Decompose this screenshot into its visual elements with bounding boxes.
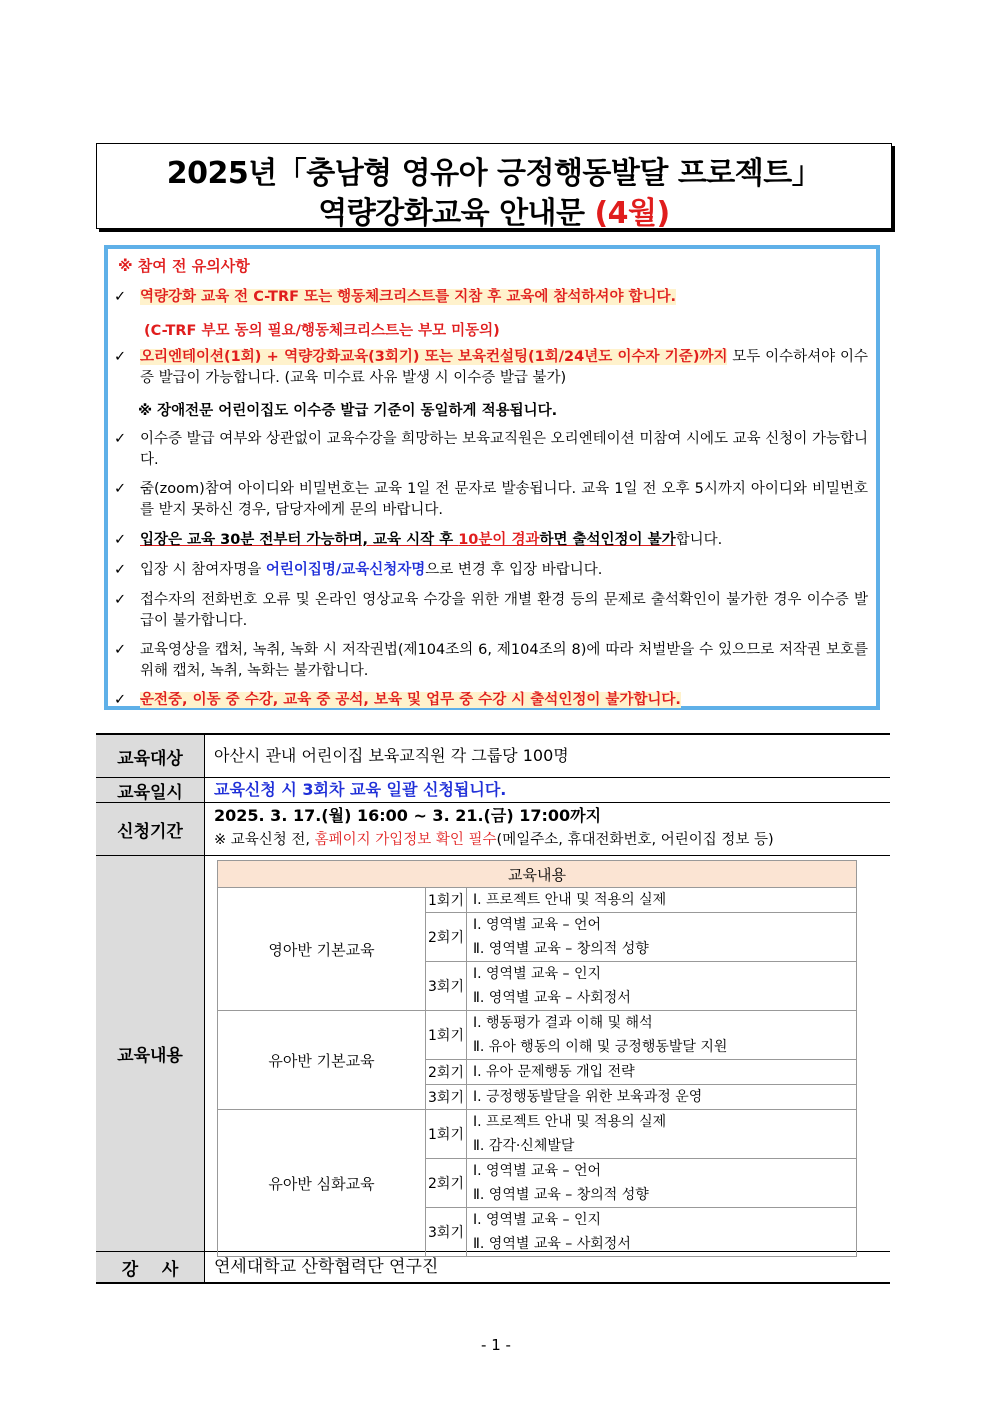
session-content (467, 1060, 857, 1085)
curriculum-row (218, 1110, 857, 1159)
document-title: 2025년「충남형 영유아 긍정행동발달 프로젝트」 (166, 156, 822, 191)
notice-box (104, 245, 880, 710)
check-icon: ✓ (114, 692, 127, 708)
curriculum-group: 유아반 심화교육 (218, 1110, 426, 1257)
title-box (96, 143, 892, 229)
check-icon: ✓ (114, 532, 127, 548)
month-badge: (4월) (594, 196, 670, 231)
session-content (467, 913, 857, 962)
curriculum-header: 교육내용 (218, 861, 857, 888)
session-topic: Ⅱ. 영역별 교육 – 사회정서 (473, 990, 631, 1006)
notice-item: ✓ 입장 시 참여자명을 어린이집명/교육신청자명으로 변경 후 입장 바랍니다. (114, 560, 868, 581)
notice-heading: ※ 참여 전 유의사항 (118, 257, 250, 275)
check-icon: ✓ (114, 562, 127, 578)
row-apply (96, 803, 890, 856)
notice-item: ✓ 접수자의 전화번호 오류 및 온라인 영상교육 수강을 위한 개별 환경 등의 문제로 출석확인이 불가한 경우 이수증 발급이 불가합니다. (114, 592, 868, 629)
session-number: 1회기 (426, 1110, 467, 1159)
session-topic: Ⅱ. 유아 행동의 이해 및 긍정행동발달 지원 (473, 1039, 728, 1055)
session-content (467, 1208, 857, 1257)
row-lecturer (96, 1252, 890, 1282)
check-icon: ✓ (114, 481, 127, 497)
curriculum-group: 유아반 기본교육 (218, 1011, 426, 1110)
session-number: 3회기 (426, 962, 467, 1011)
session-topic: Ⅰ. 프로젝트 안내 및 적용의 실제 (473, 1114, 667, 1130)
session-content (467, 888, 857, 913)
document-subtitle: 역량강화교육 안내문 (4월) (318, 196, 670, 231)
session-topic: Ⅰ. 영역별 교육 – 언어 (473, 1163, 602, 1179)
session-number: 1회기 (426, 888, 467, 913)
label-apply: 신청기간 (96, 803, 205, 855)
curriculum-table (217, 860, 857, 1257)
curriculum-row (218, 888, 857, 913)
value-target: 아산시 관내 어린이집 보육교직원 각 그룹당 100명 (214, 746, 569, 765)
notice-item: ✓ 이수증 발급 여부와 상관없이 교육수강을 희망하는 보육교직원은 오리엔테이션 미참여 시에도 교육 신청이 가능합니다. (114, 431, 868, 468)
value-lecturer: 연세대학교 산학협력단 연구진 (214, 1257, 439, 1277)
value-date: 교육신청 시 3회차 교육 일괄 신청됩니다. (214, 780, 507, 799)
label-target: 교육대상 (96, 735, 205, 777)
session-number: 2회기 (426, 1159, 467, 1208)
notice-item: ✓ 오리엔테이션(1회) + 역량강화교육(3회기) 또는 보육컨설팅(1회/24년도 이수자 기준)까지 모두 이수하셔야 이수증 발급이 가능합니다. (교육 미수료 사유 발생 시 이수증 발급 불가) (114, 349, 869, 386)
session-content (467, 1110, 857, 1159)
session-content (467, 1159, 857, 1208)
session-number: 2회기 (426, 913, 467, 962)
session-number: 2회기 (426, 1060, 467, 1085)
check-icon: ✓ (114, 592, 127, 608)
label-date: 교육일시 (96, 778, 205, 802)
session-topic: Ⅱ. 영역별 교육 – 창의적 성향 (473, 1187, 649, 1203)
curriculum-row (218, 1011, 857, 1060)
session-topic: Ⅰ. 긍정행동발달을 위한 보육과정 운영 (473, 1089, 703, 1105)
notice-item: ✓ 교육영상을 캡처, 녹취, 녹화 시 저작권법(제104조의 6, 제104조의 8)에 따라 처벌받을 수 있으므로 저작권 보호를 위해 캡처, 녹취, 녹화는 불가합니다. (114, 642, 868, 679)
value-apply-note: ※ 교육신청 전, 홈페이지 가입정보 확인 필수(메일주소, 휴대전화번호, 어린이집 정보 등) (214, 832, 774, 848)
session-topic: Ⅰ. 영역별 교육 – 인지 (473, 1212, 602, 1228)
page-number: - 1 - (481, 1336, 511, 1354)
row-target (96, 735, 890, 778)
notice-item: ✓ 줌(zoom)참여 아이디와 비밀번호는 교육 1일 전 문자로 발송됩니다. 교육 1일 전 오후 5시까지 아이디와 비밀번호를 받지 못하신 경우, 담당자에게 문의 바랍니다. (114, 481, 868, 518)
session-topic: Ⅰ. 유아 문제행동 개입 전략 (473, 1064, 635, 1080)
session-content (467, 962, 857, 1011)
check-icon: ✓ (114, 349, 127, 365)
session-number: 3회기 (426, 1208, 467, 1257)
session-number: 1회기 (426, 1011, 467, 1060)
notice-item: ✓ 운전중, 이동 중 수강, 교육 중 공석, 보육 및 업무 중 수강 시 출석인정이 불가합니다. (114, 690, 868, 711)
label-content: 교육내용 (96, 856, 205, 1251)
session-topic: Ⅰ. 영역별 교육 – 인지 (473, 966, 602, 982)
notice-subnote: ※ 장애전문 어린이집도 이수증 발급 기준이 동일하게 적용됩니다. (138, 403, 558, 419)
session-topic: Ⅰ. 행동평가 결과 이해 및 해석 (473, 1015, 653, 1031)
notice-item: ✓ 역량강화 교육 전 C-TRF 또는 행동체크리스트를 지참 후 교육에 참석하셔야 합니다. (114, 287, 868, 308)
notice-subnote: (C-TRF 부모 동의 필요/행동체크리스트는 부모 미동의) (144, 323, 500, 339)
value-apply: 2025. 3. 17.(월) 16:00 ~ 3. 21.(금) 17:00까지 (214, 806, 602, 825)
check-icon: ✓ (114, 642, 127, 658)
session-topic: Ⅰ. 영역별 교육 – 언어 (473, 917, 602, 933)
notice-item: ✓ 입장은 교육 30분 전부터 가능하며, 교육 시작 후 10분이 경과하면 출석인정이 불가합니다. (114, 530, 868, 551)
label-lecturer: 강 사 (96, 1252, 205, 1282)
session-topic: Ⅱ. 감각·신체발달 (473, 1138, 575, 1154)
row-content (96, 856, 890, 1252)
session-number: 3회기 (426, 1085, 467, 1110)
session-content (467, 1011, 857, 1060)
check-icon: ✓ (114, 289, 127, 305)
session-content (467, 1085, 857, 1110)
info-table (96, 733, 890, 1284)
session-topic: Ⅱ. 영역별 교육 – 창의적 성향 (473, 941, 649, 957)
check-icon: ✓ (114, 431, 127, 447)
row-date (96, 778, 890, 803)
curriculum-group: 영아반 기본교육 (218, 888, 426, 1011)
session-topic: Ⅰ. 프로젝트 안내 및 적용의 실제 (473, 892, 667, 908)
session-topic: Ⅱ. 영역별 교육 – 사회정서 (473, 1236, 631, 1252)
